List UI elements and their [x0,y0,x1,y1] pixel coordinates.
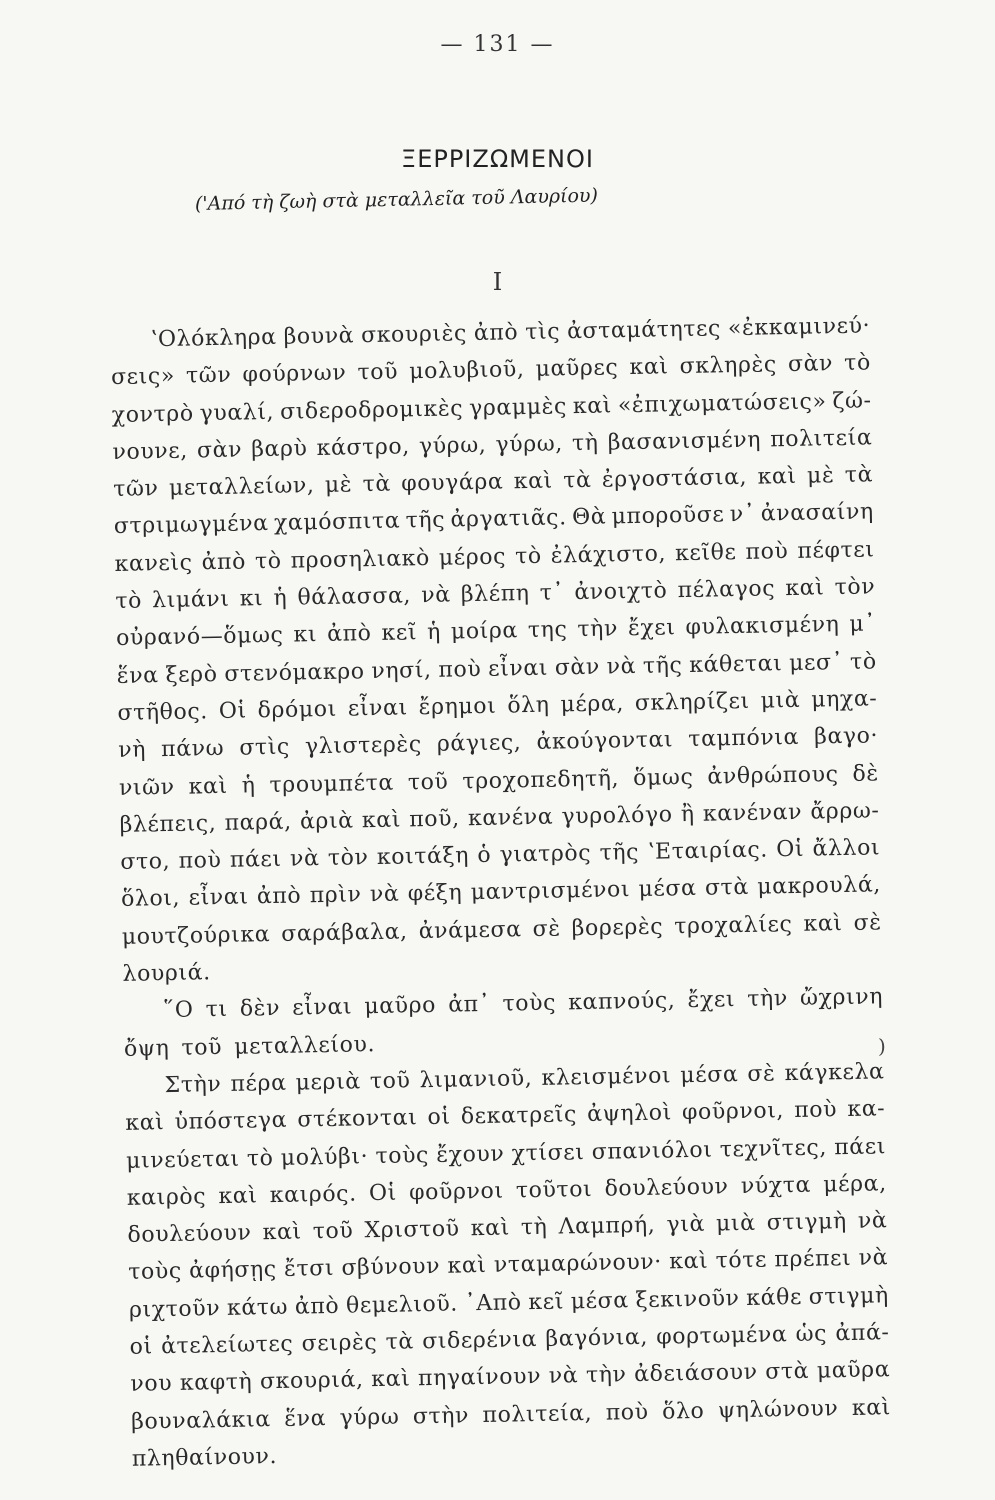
text-line: νιῶν καὶ ἡ τρουμπέτα τοῦ τροχοπεδητῆ, ὅμως ἀνθρώπους δὲ [118,760,880,801]
text-line: πληθαίνουν. [131,1443,278,1472]
text-line: νουνε, σὰν βαρὺ κάστρο, γύρω, γύρω, τὴ βασανισμένη πολιτεία [112,425,873,465]
text-line: τοὺς ἀφήσῃς ἔτσι σβύνουν καὶ νταμαρώνουν· καὶ τότε πρέπει νὰ [128,1245,889,1286]
text-line: ʽΟλόκληρα βουνὰ σκουριὲς ἀπὸ τὶς ἀσταμάτητες «ἐκκαμινεύ· [150,313,871,353]
text-line: τὸ λιμάνι κι ἡ θάλασσα, νὰ βλέπη τ᾽ ἀνοιχτὸ πέλαγος καὶ τὸν [115,574,876,615]
text-line: καιρὸς καὶ καιρός. Οἱ φοῦρνοι τοῦτοι δουλεύουν νύχτα μέρα, [126,1171,887,1211]
text-line: ῞Ο τι δὲν εἶναι μαῦρο ἀπ᾽ τοὺς καπνούς, ἔχει τὴν ὤχρινη [162,984,884,1024]
text-line: βουναλάκια ἕνα γύρω στὴν πολιτεία, ποὺ ὅλο ψηλώνουν καὶ [130,1394,892,1435]
margin-mark: ) [878,1034,886,1058]
text-line: ριχτοῦν κάτω ἀπὸ θεμελιοῦ. ᾽Απὸ κεῖ μέσα ξεκινοῦν κάθε στιγμὴ [128,1282,889,1323]
section-numeral: Ι [492,268,503,296]
text-line: μουτζούρικα σαράβαλα, ἀνάμεσα σὲ βορερὲς τροχαλίες καὶ σὲ [121,910,882,950]
text-line: ὄψη τοῦ μεταλλείου. [123,1031,376,1062]
text-line: οἱ ἀτελείωτες σειρὲς τὰ σιδερένια βαγόνια, φορτωμένα ὡς ἀπά- [129,1320,890,1360]
text-line: χοντρὸ γυαλί, σιδεροδρομικὲς γραμμὲς καὶ «ἐπιχωματώσεις» ζώ- [111,387,872,428]
text-line: κανεὶς ἀπὸ τὸ προσηλιακὸ μέρος τὸ ἐλάχιστο, κεῖθε ποὺ πέφτει [114,537,875,577]
text-line: Στὴν πέρα μεριὰ τοῦ λιμανιοῦ, κλεισμένοι μέσα σὲ κάγκελα [164,1059,885,1099]
page-number: — 131 — [440,32,555,57]
text-line: νὴ πάνω στὶς γλιστερὲς ράγιες, ἀκούγονται ταμπόνια βαγο· [117,723,879,764]
text-line: σεις» τῶν φούρνων τοῦ μολυβιοῦ, μαῦρες καὶ σκληρὲς σὰν τὸ [110,350,872,391]
text-line: οὐρανό—ὅμως κι ἀπὸ κεῖ ἡ μοίρα της τὴν ἔχει φυλακισμένη μ᾽ [115,611,877,652]
text-line: στο, ποὺ πάει νὰ τὸν κοιτάξη ὁ γιατρὸς τῆς ʽΕταιρίας. Οἱ ἄλλοι [120,835,881,876]
text-line: βλέπεις, παρά, ἀριὰ καὶ ποῦ, κανένα γυρολόγο ἢ κανέναν ἄρρω- [119,798,880,838]
text-line: στριμωγμένα χαμόσπιτα τῆς ἀργατιᾶς. Θὰ μποροῦσε ν᾽ ἀνασαίνη [113,499,874,540]
chapter-subtitle: ('Από τὴ ζωὴ στὰ μεταλλεῖα τοῦ Λαυρίου) [194,184,599,215]
text-line: λουριά. [122,960,211,987]
text-line: ἕνα ξερὸ στενόμακρο νησί, ποὺ εἶναι σὰν νὰ τῆς κάθεται μεσ᾽ τὸ [116,649,877,689]
text-line: δουλεύουν καὶ τοῦ Χριστοῦ καὶ τὴ Λαμπρή, γιὰ μιὰ στιγμὴ νὰ [127,1208,888,1248]
body-text [110,307,892,1478]
text-line: στῆθος. Οἱ δρόμοι εἶναι ἔρημοι ὅλη μέρα, σκληρίζει μιὰ μηχα- [117,686,878,726]
text-line: καὶ ὑπόστεγα στέκονται οἱ δεκατρεῖς ἀψηλοὶ φοῦρνοι, ποὺ κα- [125,1096,886,1137]
text-line: νου καφτὴ σκουριά, καὶ πηγαίνουν νὰ τὴν ἀδειάσουν στὰ μαῦρα [130,1357,891,1398]
chapter-title: ΞΕΡΡΙΖΩΜΕΝΟΙ [401,145,594,173]
text-line: τῶν μεταλλείων, μὲ τὰ φουγάρα καὶ τὰ ἐργοστάσια, καὶ μὲ τὰ [112,462,874,503]
text-line: ὅλοι, εἶναι ἀπὸ πρὶν νὰ φέξη μαντρισμένοι μέσα στὰ μακρουλά, [120,872,882,913]
text-line: μινεύεται τὸ μολύβι· τοὺς ἔχουν χτίσει σπανιόλοι τεχνῖτες, πάει [125,1133,887,1174]
